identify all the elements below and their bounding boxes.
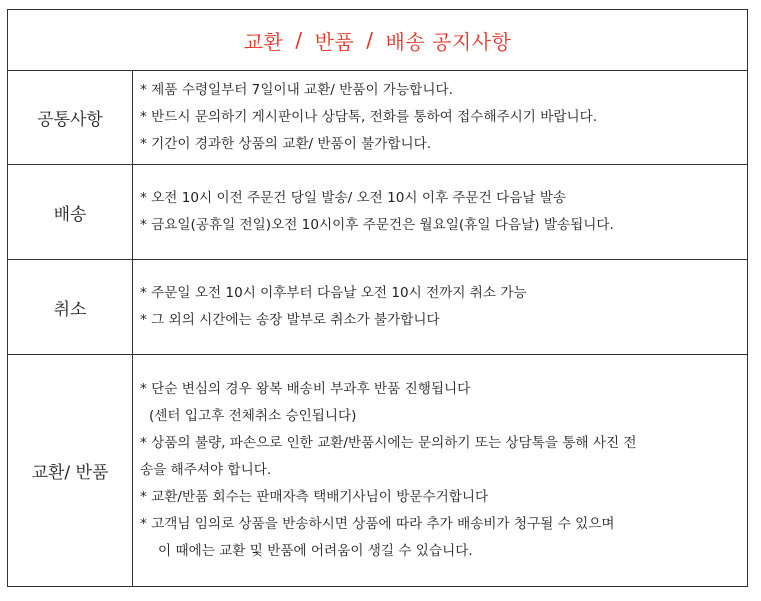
section-label: 교환/ 반품	[8, 355, 133, 586]
section-shipping	[8, 165, 747, 260]
notice-line: * 주문일 오전 10시 이후부터 다음날 오전 10시 전까지 취소 가능	[140, 285, 527, 301]
section-common	[8, 70, 747, 165]
notice-line: 송을 해주셔야 합니다.	[140, 462, 272, 478]
notice-table	[7, 9, 748, 587]
notice-line: * 교환/반품 회수는 판매자측 택배기사님이 방문수거합니다	[140, 489, 489, 505]
title-word-return: 반품	[314, 29, 355, 54]
notice-line: * 그 외의 시간에는 송장 발부로 취소가 불가합니다	[140, 312, 440, 328]
notice-line: 이 때에는 교환 및 반품에 어려움이 생길 수 있습니다.	[158, 543, 473, 559]
notice-title	[8, 10, 747, 71]
section-cancel	[8, 260, 747, 355]
title-separator: /	[366, 28, 374, 52]
notice-line: * 금요일(공휴일 전일)오전 10시이후 주문건은 월요일(휴일 다음날) 발송됩니다.	[140, 217, 614, 233]
section-exchange-return	[8, 355, 747, 586]
section-content	[133, 260, 747, 354]
title-separator: /	[295, 28, 303, 52]
title-word-exchange: 교환	[243, 29, 284, 54]
section-label: 취소	[8, 260, 133, 354]
notice-line: * 단순 변심의 경우 왕복 배송비 부과후 반품 진행됩니다	[140, 381, 471, 397]
notice-line: * 기간이 경과한 상품의 교환/ 반품이 불가합니다.	[140, 135, 432, 152]
section-label: 공통사항	[8, 70, 133, 164]
notice-line: * 제품 수령일부터 7일이내 교환/ 반품이 가능합니다.	[140, 81, 453, 98]
notice-line: (센터 입고후 전체취소 승인됩니다)	[149, 408, 357, 424]
section-label: 배송	[8, 165, 133, 259]
section-content	[133, 165, 747, 259]
section-content	[133, 70, 747, 164]
notice-line: * 반드시 문의하기 게시판이나 상담톡, 전화를 통하여 접수해주시기 바랍니다.	[140, 108, 598, 125]
notice-line: * 고객님 임의로 상품을 반송하시면 상품에 따라 추가 배송비가 청구될 수 있으며	[140, 516, 615, 532]
notice-line: * 오전 10시 이전 주문건 당일 발송/ 오전 10시 이후 주문건 다음날 발송	[140, 190, 567, 206]
title-word-shipping-notice: 배송 공지사항	[385, 29, 512, 54]
notice-line: * 상품의 불량, 파손으로 인한 교환/반품시에는 문의하기 또는 상담톡을 통해 사진 전	[140, 435, 637, 451]
section-content	[133, 355, 747, 586]
